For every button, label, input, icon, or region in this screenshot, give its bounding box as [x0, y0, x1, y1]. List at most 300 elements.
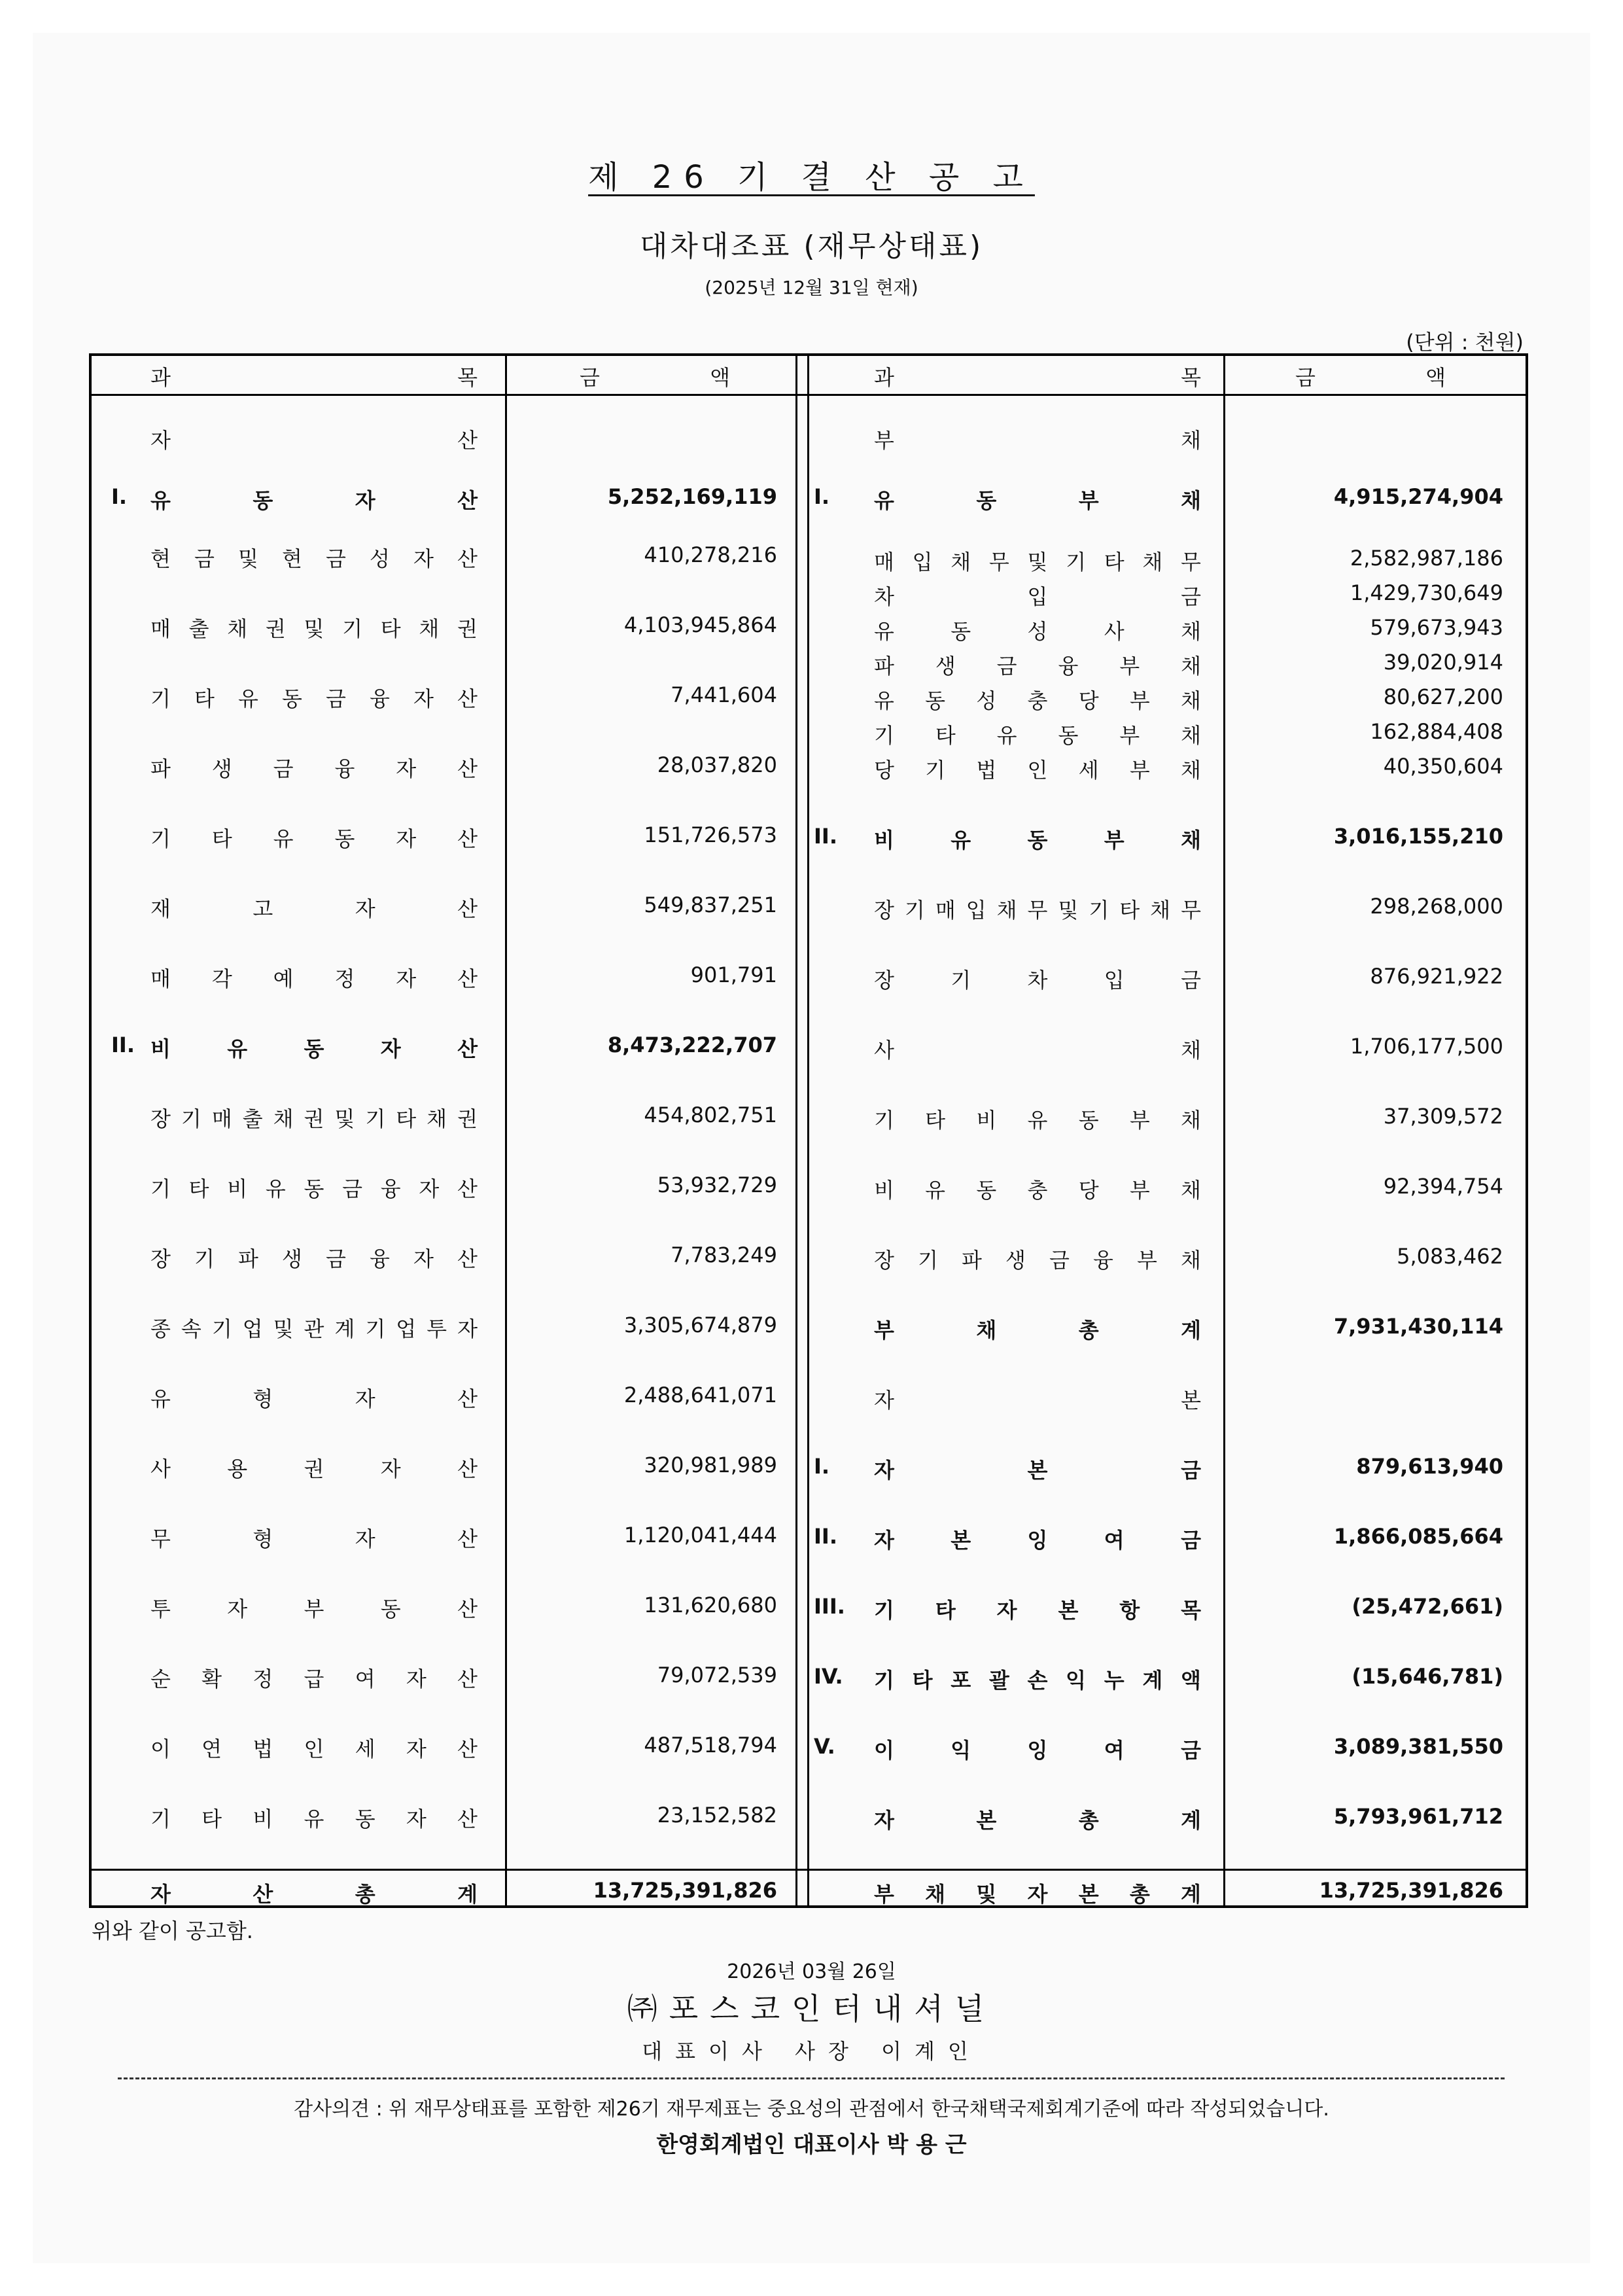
- label-char: 잉: [1027, 1738, 1048, 1763]
- label-char: 및: [273, 1316, 294, 1341]
- notice-title: 제 26 기 결 산 공 고: [588, 159, 1035, 196]
- row-label: [874, 1104, 1201, 1134]
- label-char: 융: [370, 1246, 390, 1271]
- row-label: [874, 1034, 1201, 1064]
- row-label: [150, 752, 478, 783]
- row-roman-numeral: III.: [814, 1594, 845, 1619]
- label-char: 동: [925, 688, 946, 713]
- dashed-divider: [118, 2077, 1505, 2079]
- notice-date: 2026년 03월 26일: [727, 1960, 896, 1983]
- label-char: 생: [935, 654, 956, 679]
- label-char: 채: [273, 1106, 294, 1131]
- label-char: 기: [874, 1598, 894, 1623]
- label-char: 목: [1181, 1598, 1201, 1623]
- header-text: 목: [1181, 365, 1201, 390]
- header-text: 금: [1295, 365, 1316, 390]
- label-char: 산: [457, 1246, 478, 1271]
- row-label: [874, 1384, 1201, 1414]
- row-label: [874, 546, 1201, 576]
- label-char: 사: [1104, 619, 1125, 644]
- label-char: 용: [227, 1457, 248, 1481]
- row-amount: 40,350,604: [1383, 754, 1503, 779]
- row-label: [874, 484, 1201, 514]
- label-char: 익: [951, 1738, 971, 1763]
- label-char: 기: [904, 898, 925, 923]
- label-char: 세: [1078, 758, 1099, 783]
- label-char: 생: [282, 1246, 302, 1271]
- label-char: 타: [201, 1807, 222, 1831]
- label-char: 채: [1142, 550, 1163, 574]
- label-char: 자: [874, 1808, 894, 1833]
- label-char: 자: [150, 428, 171, 453]
- label-char: 기: [150, 826, 171, 851]
- label-char: 금: [1049, 1248, 1070, 1273]
- row-label: [874, 1244, 1201, 1274]
- label-char: 부: [1129, 758, 1150, 783]
- label-char: 액: [1181, 1668, 1201, 1693]
- label-char: 동: [951, 619, 971, 644]
- header-text: 액: [710, 365, 730, 390]
- label-char: 업: [396, 1316, 417, 1341]
- label-char: 총: [1129, 1882, 1150, 1907]
- label-char: 인: [304, 1737, 324, 1761]
- label-char: 채: [1181, 688, 1201, 713]
- label-char: 계: [1181, 1882, 1201, 1907]
- label-char: 융: [1058, 654, 1079, 679]
- label-char: 파: [150, 756, 171, 781]
- label-char: 유: [925, 1178, 946, 1203]
- row-amount: 80,627,200: [1383, 684, 1503, 709]
- label-char: 및: [334, 1106, 355, 1131]
- label-char: 기: [150, 1807, 171, 1831]
- label-char: 확: [201, 1667, 222, 1691]
- as-of-date: (2025년 12월 31일 현재): [705, 277, 918, 298]
- representative: 대표이사 사장 이계인: [642, 2039, 981, 2064]
- label-char: 부: [1104, 828, 1125, 853]
- col-divider: [505, 356, 507, 1905]
- label-char: 동: [380, 1597, 401, 1621]
- row-amount: 1,866,085,664: [1333, 1524, 1503, 1549]
- label-char: 본: [976, 1808, 997, 1833]
- label-char: 유: [273, 826, 294, 851]
- label-char: 기: [925, 758, 946, 783]
- row-roman-numeral: V.: [814, 1734, 835, 1759]
- label-char: 동: [304, 1176, 324, 1201]
- label-char: 금: [342, 1176, 363, 1201]
- label-char: 채: [1181, 428, 1201, 453]
- label-char: 동: [1027, 828, 1048, 853]
- label-char: 금: [194, 546, 215, 571]
- label-char: 여: [1104, 1738, 1125, 1763]
- label-char: 자: [1027, 1882, 1048, 1907]
- label-char: 장: [150, 1246, 171, 1271]
- row-label: [874, 964, 1201, 994]
- label-char: 채: [1181, 619, 1201, 644]
- label-char: 타: [935, 1598, 956, 1623]
- row-amount: (25,472,661): [1352, 1594, 1503, 1619]
- label-char: 및: [1058, 898, 1079, 923]
- label-char: 매: [935, 898, 956, 923]
- label-char: 타: [194, 686, 215, 711]
- auditor-signature: 한영회계법인 대표이사 박 용 근: [656, 2132, 967, 2158]
- label-char: 자: [355, 1386, 375, 1411]
- row-amount: 3,089,381,550: [1333, 1734, 1503, 1759]
- label-char: 기: [194, 1246, 215, 1271]
- label-char: 타: [211, 826, 232, 851]
- label-char: 차: [874, 584, 894, 609]
- row-label: [874, 1804, 1201, 1834]
- header-left-item: [150, 361, 478, 391]
- label-char: 부: [874, 1318, 894, 1343]
- label-char: 고: [253, 896, 273, 921]
- row-amount: (15,646,781): [1352, 1664, 1503, 1689]
- label-char: 금: [1181, 1528, 1201, 1553]
- row-amount: 410,278,216: [644, 542, 777, 567]
- label-char: 기: [874, 723, 894, 748]
- label-char: 충: [1027, 688, 1048, 713]
- label-char: 동: [334, 826, 355, 851]
- label-char: 유: [874, 488, 894, 513]
- col-divider: [1223, 356, 1225, 1905]
- label-char: 인: [1027, 758, 1048, 783]
- label-char: 현: [150, 546, 171, 571]
- label-char: 산: [457, 1527, 478, 1551]
- label-char: 자: [396, 966, 417, 991]
- label-char: 유: [265, 1176, 286, 1201]
- label-char: 성: [370, 546, 390, 571]
- label-char: 형: [253, 1527, 273, 1551]
- label-char: 부: [1129, 688, 1150, 713]
- company-name: ㈜포스코인터내셔널: [627, 1991, 996, 2026]
- row-roman-numeral: IV.: [814, 1664, 843, 1689]
- label-char: 산: [457, 428, 478, 453]
- label-char: 채: [1181, 654, 1201, 679]
- label-char: 부: [304, 1597, 324, 1621]
- label-char: 채: [1181, 828, 1201, 853]
- row-label: [874, 1524, 1201, 1554]
- label-char: 산: [457, 1597, 478, 1621]
- label-char: 무: [1181, 898, 1201, 923]
- label-char: 융: [1093, 1248, 1113, 1273]
- row-roman-numeral: II.: [111, 1033, 135, 1057]
- label-char: 속: [181, 1316, 201, 1341]
- row-label: [150, 612, 478, 643]
- label-char: 생: [1005, 1248, 1026, 1273]
- label-char: 예: [273, 966, 294, 991]
- label-char: 여: [1104, 1528, 1125, 1553]
- row-amount: 4,103,945,864: [623, 612, 777, 637]
- label-char: 유: [150, 488, 171, 513]
- label-char: 권: [457, 616, 478, 641]
- label-char: 투: [150, 1597, 171, 1621]
- row-roman-numeral: II.: [814, 824, 837, 849]
- label-char: 자: [406, 1737, 427, 1761]
- label-char: 산: [457, 1036, 478, 1061]
- label-char: 채: [976, 1318, 997, 1343]
- label-char: 자: [996, 1598, 1017, 1623]
- label-char: 및: [1027, 550, 1048, 574]
- label-char: 융: [380, 1176, 401, 1201]
- header-text: 목: [457, 365, 478, 390]
- row-amount: 298,268,000: [1370, 894, 1503, 919]
- label-char: 관: [304, 1316, 324, 1341]
- label-char: 및: [976, 1882, 997, 1907]
- label-char: 산: [253, 1882, 273, 1907]
- label-char: 동: [253, 488, 273, 513]
- label-char: 산: [457, 966, 478, 991]
- label-char: 총: [1078, 1808, 1099, 1833]
- label-char: 권: [457, 1106, 478, 1131]
- label-char: 비: [874, 1178, 894, 1203]
- label-char: 재: [150, 896, 171, 921]
- label-char: 권: [304, 1106, 324, 1131]
- label-char: 비: [150, 1036, 171, 1061]
- label-char: 자: [396, 826, 417, 851]
- label-char: 채: [427, 1106, 447, 1131]
- label-char: 여: [355, 1667, 375, 1691]
- row-label: [150, 1313, 478, 1343]
- label-char: 사: [150, 1457, 171, 1481]
- label-char: 매: [150, 966, 171, 991]
- row-label: [874, 1174, 1201, 1204]
- label-char: 당: [1078, 1178, 1099, 1203]
- label-char: 채: [1181, 488, 1201, 513]
- label-char: 타: [380, 616, 401, 641]
- label-char: 산: [457, 896, 478, 921]
- label-char: 자: [413, 546, 434, 571]
- row-label: [150, 484, 478, 514]
- label-char: 총: [1078, 1318, 1099, 1343]
- label-char: 장: [874, 968, 894, 993]
- label-char: 계: [1181, 1318, 1201, 1343]
- row-label: [150, 822, 478, 853]
- row-amount: 4,915,274,904: [1333, 484, 1503, 509]
- label-char: 채: [1181, 1248, 1201, 1273]
- label-char: 기: [1066, 550, 1087, 574]
- label-char: 입: [912, 550, 933, 574]
- label-char: 총: [355, 1882, 375, 1907]
- row-label: [150, 1173, 478, 1203]
- label-char: 순: [150, 1667, 171, 1691]
- label-char: 타: [912, 1668, 933, 1693]
- label-char: 입: [1104, 968, 1125, 993]
- label-char: 권: [265, 616, 286, 641]
- row-roman-numeral: I.: [814, 1454, 830, 1479]
- header-text: 과: [150, 365, 171, 390]
- label-char: 부: [1129, 1178, 1150, 1203]
- label-char: 이: [150, 1737, 171, 1761]
- label-char: 권: [304, 1457, 324, 1481]
- liabilities-equity-total-label: [874, 1878, 1201, 1908]
- row-label: [150, 1243, 478, 1273]
- label-char: 금: [1181, 968, 1201, 993]
- label-char: 자: [380, 1036, 401, 1061]
- row-label: [150, 1593, 478, 1623]
- label-char: 부: [1078, 488, 1099, 513]
- row-amount: 7,931,430,114: [1333, 1314, 1503, 1339]
- label-char: 무: [150, 1527, 171, 1551]
- row-roman-numeral: I.: [814, 484, 830, 509]
- label-char: 사: [874, 1038, 894, 1063]
- label-char: 차: [1027, 968, 1048, 993]
- label-char: 금: [326, 546, 346, 571]
- label-char: 금: [326, 686, 346, 711]
- label-char: 자: [406, 1807, 427, 1831]
- label-char: 본: [951, 1528, 971, 1553]
- label-char: 투: [427, 1316, 447, 1341]
- row-amount: 53,932,729: [657, 1173, 777, 1197]
- row-amount: 454,802,751: [644, 1103, 777, 1127]
- label-char: 채: [951, 550, 971, 574]
- label-char: 비: [253, 1807, 273, 1831]
- label-char: 입: [1027, 584, 1048, 609]
- label-char: 동: [976, 488, 997, 513]
- label-char: 유: [951, 828, 971, 853]
- label-char: 산: [457, 488, 478, 513]
- label-char: 무: [988, 550, 1009, 574]
- label-char: 자: [874, 1458, 894, 1483]
- header-right-item: [874, 361, 1201, 391]
- label-char: 기: [365, 1106, 386, 1131]
- label-char: 각: [211, 966, 232, 991]
- label-char: 산: [457, 1667, 478, 1691]
- row-label: [150, 1733, 478, 1763]
- row-label: [150, 1033, 478, 1063]
- row-amount: 1,120,041,444: [623, 1523, 777, 1547]
- row-amount: 901,791: [690, 963, 777, 987]
- row-amount: 23,152,582: [657, 1803, 777, 1828]
- label-char: 타: [396, 1106, 417, 1131]
- label-char: 융: [334, 756, 355, 781]
- label-char: 업: [242, 1316, 263, 1341]
- header-right-amount: [1295, 361, 1446, 391]
- label-char: 매: [150, 616, 171, 641]
- label-char: 부: [1137, 1248, 1157, 1273]
- row-label: [874, 1594, 1201, 1624]
- row-label: [874, 1664, 1201, 1694]
- assets-total-label: [150, 1878, 478, 1908]
- label-char: 자: [355, 1527, 375, 1551]
- label-char: 유: [304, 1807, 324, 1831]
- label-char: 성: [976, 688, 997, 713]
- label-char: 기: [342, 616, 363, 641]
- row-label: [150, 424, 478, 454]
- label-char: 자: [874, 1528, 894, 1553]
- label-char: 정: [253, 1667, 273, 1691]
- label-char: 파: [874, 654, 894, 679]
- label-char: 이: [874, 1738, 894, 1763]
- row-amount: 5,793,961,712: [1333, 1804, 1503, 1829]
- label-char: 부: [1129, 1108, 1150, 1133]
- row-label: [874, 1314, 1201, 1344]
- row-amount: 37,309,572: [1383, 1104, 1503, 1129]
- row-amount: 151,726,573: [644, 822, 777, 847]
- label-char: 부: [1119, 654, 1140, 679]
- row-label: [874, 824, 1201, 854]
- label-char: 계: [457, 1882, 478, 1907]
- label-char: 유: [874, 619, 894, 644]
- row-amount: 879,613,940: [1356, 1454, 1503, 1479]
- label-char: 자: [406, 1667, 427, 1691]
- label-char: 항: [1119, 1598, 1140, 1623]
- label-char: 금: [1181, 1458, 1201, 1483]
- label-char: 당: [1078, 688, 1099, 713]
- row-amount: 131,620,680: [644, 1593, 777, 1617]
- label-char: 출: [188, 616, 209, 641]
- row-label: [874, 754, 1201, 784]
- label-char: 동: [1058, 723, 1079, 748]
- row-amount: 320,981,989: [644, 1453, 777, 1477]
- label-char: 비: [874, 828, 894, 853]
- row-roman-numeral: I.: [111, 484, 128, 509]
- row-label: [150, 1663, 478, 1693]
- label-char: 무: [1181, 550, 1201, 574]
- label-char: 비: [976, 1108, 997, 1133]
- label-char: 매: [211, 1106, 232, 1131]
- row-amount: 487,518,794: [644, 1733, 777, 1757]
- row-label: [874, 1454, 1201, 1484]
- label-char: 산: [457, 686, 478, 711]
- row-label: [150, 1383, 478, 1413]
- row-amount: 79,072,539: [657, 1663, 777, 1687]
- row-amount: 2,488,641,071: [623, 1383, 777, 1407]
- label-char: 계: [334, 1316, 355, 1341]
- label-char: 타: [925, 1108, 946, 1133]
- label-char: 계: [1181, 1808, 1201, 1833]
- label-char: 본: [1058, 1598, 1079, 1623]
- row-amount: 579,673,943: [1370, 615, 1503, 640]
- label-char: 유: [996, 723, 1017, 748]
- col-divider: [795, 356, 797, 1905]
- label-char: 채: [1181, 1178, 1201, 1203]
- row-label: [874, 580, 1201, 610]
- row-label: [150, 1523, 478, 1553]
- label-char: 본: [1181, 1388, 1201, 1413]
- row-amount: 3,305,674,879: [623, 1313, 777, 1337]
- row-amount: 7,783,249: [671, 1243, 777, 1267]
- row-label: [874, 894, 1201, 924]
- label-char: 기: [918, 1248, 938, 1273]
- row-amount: 876,921,922: [1370, 964, 1503, 989]
- header-text: 과: [874, 365, 894, 390]
- label-char: 본: [1027, 1458, 1048, 1483]
- label-char: 채: [1150, 898, 1171, 923]
- label-char: 기: [1089, 898, 1109, 923]
- label-char: 동: [282, 686, 302, 711]
- label-char: 금: [326, 1246, 346, 1271]
- label-char: 채: [1181, 1038, 1201, 1063]
- row-roman-numeral: II.: [814, 1524, 837, 1549]
- declaration: 위와 같이 공고함.: [92, 1918, 253, 1943]
- label-char: 유: [1027, 1108, 1048, 1133]
- row-label: [874, 684, 1201, 715]
- row-amount: 8,473,222,707: [607, 1033, 777, 1057]
- liabilities-equity-total-amount: 13,725,391,826: [1319, 1878, 1503, 1903]
- label-char: 무: [1027, 898, 1048, 923]
- label-char: 부: [874, 428, 894, 453]
- label-char: 잉: [1027, 1528, 1048, 1553]
- label-char: 기: [365, 1316, 386, 1341]
- label-char: 기: [150, 1176, 171, 1201]
- label-char: 산: [457, 1807, 478, 1831]
- audit-opinion: 감사의견 : 위 재무상태표를 포함한 제26기 재무제표는 중요성의 관점에서 한국채택국제회계기준에 따라 작성되었습니다.: [294, 2098, 1329, 2121]
- label-char: 채: [227, 616, 248, 641]
- row-label: [874, 1734, 1201, 1764]
- label-char: 누: [1104, 1668, 1125, 1693]
- label-char: 동: [355, 1807, 375, 1831]
- label-char: 자: [457, 1316, 478, 1341]
- label-char: 산: [457, 1386, 478, 1411]
